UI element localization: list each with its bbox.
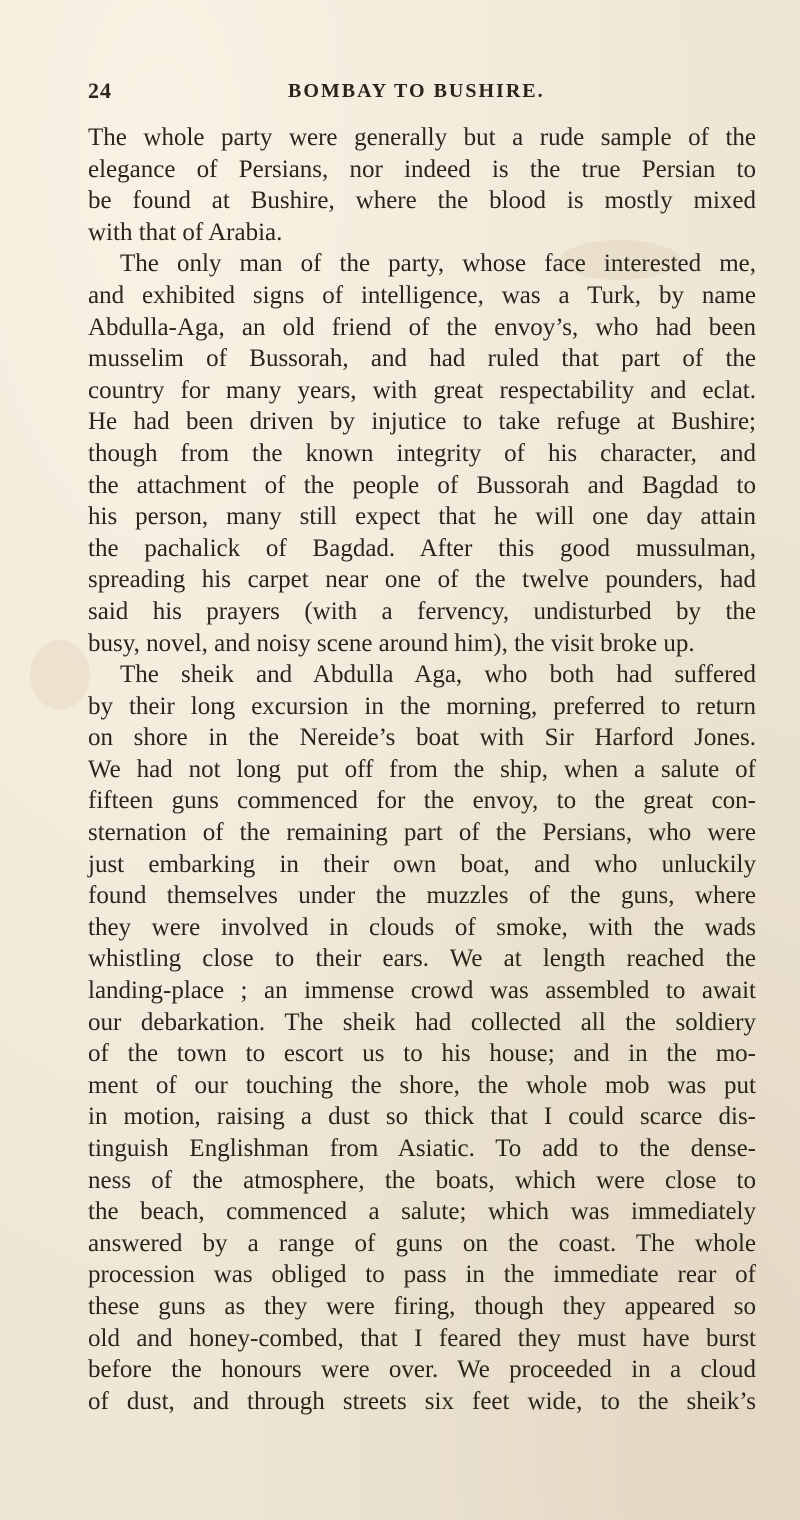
text-line: tinguish Englishman from Asiatic. To add to the dense- [88,1135,756,1162]
text-line: whistling close to their ears. We at length reached the [88,945,756,973]
text-line: musselim of Bussorah, and had ruled that part of the [88,345,756,373]
text-line: country for many years, with great respectability and eclat. [88,376,756,404]
text-line: answered by a range of guns on the coast. The whole [88,1229,756,1257]
text-line: procession was obliged to pass in the immediate rear of [88,1261,756,1289]
text-line: We had not long put off from the ship, when a salute of [88,755,756,783]
text-line: old and honey-combed, that I feared they must have burst [88,1324,756,1352]
page-number: 24 [88,78,112,103]
text-line: said his prayers (with a fervency, undisturbed by the [88,597,756,625]
text-line: Abdulla-Aga, an old friend of the envoy’s, who had been [88,313,756,341]
text-line: the pachalick of Bagdad. After this good mussulman, [88,534,756,562]
text-line: spreading his carpet near one of the twelve pounders, had [88,566,756,594]
text-line: with that of Arabia. [88,218,283,246]
text-line: these guns as they were firing, though they appeared so [88,1292,756,1320]
text-line: He had been driven by injutice to take refuge at Bushire; [88,408,756,436]
text-line: ness of the atmosphere, the boats, which were close to [88,1166,756,1194]
text-line: fifteen guns commenced for the envoy, to the great con- [88,787,756,815]
text-line: the attachment of the people of Bussorah and Bagdad to [88,471,756,499]
text-line: ment of our touching the shore, the whole mob was put [88,1071,756,1099]
text-line: though from the known integrity of his character, and [88,439,756,467]
paper-stain [30,640,90,710]
text-line: landing-place ; an immense crowd was assembled to await [88,977,756,1005]
text-line: in motion, raising a dust so thick that I could scarce dis- [88,1103,756,1131]
text-line: sternation of the remaining part of the Persians, who were [88,819,756,847]
text-line: of dust, and through streets six feet wide, to the sheik’s [88,1387,756,1415]
text-line: of the town to escort us to his house; and in the mo- [88,1040,756,1068]
page-header [88,78,748,108]
text-line: just embarking in their own boat, and who unluckily [88,850,756,878]
text-line: found themselves under the muzzles of the guns, where [88,882,756,910]
text-line: be found at Bushire, where the blood is mostly mixed [88,187,756,215]
text-line: his person, many still expect that he will one day attain [88,503,756,531]
body-text [88,122,756,1417]
text-line: elegance of Persians, nor indeed is the true Persian to [88,155,756,183]
running-head: BOMBAY TO BUSHIRE. [288,80,545,102]
text-line: they were involved in clouds of smoke, with the wads [88,913,756,941]
text-line: our debarkation. The sheik had collected all the soldiery [88,1008,756,1036]
text-line: on shore in the Nereide’s boat with Sir Harford Jones. [88,724,756,752]
text-line: busy, novel, and noisy scene around him), the visit broke up. [88,629,695,657]
text-line: The whole party were generally but a rude sample of the [88,124,756,151]
text-line: The only man of the party, whose face interested me, [120,250,756,278]
text-line: and exhibited signs of intelligence, was a Turk, by name [88,281,756,309]
text-line: by their long excursion in the morning, preferred to return [88,692,756,720]
text-line: The sheik and Abdulla Aga, who both had suffered [120,661,756,689]
text-line: before the honours were over. We proceeded in a cloud [88,1356,756,1384]
text-line: the beach, commenced a salute; which was immediately [88,1198,756,1226]
